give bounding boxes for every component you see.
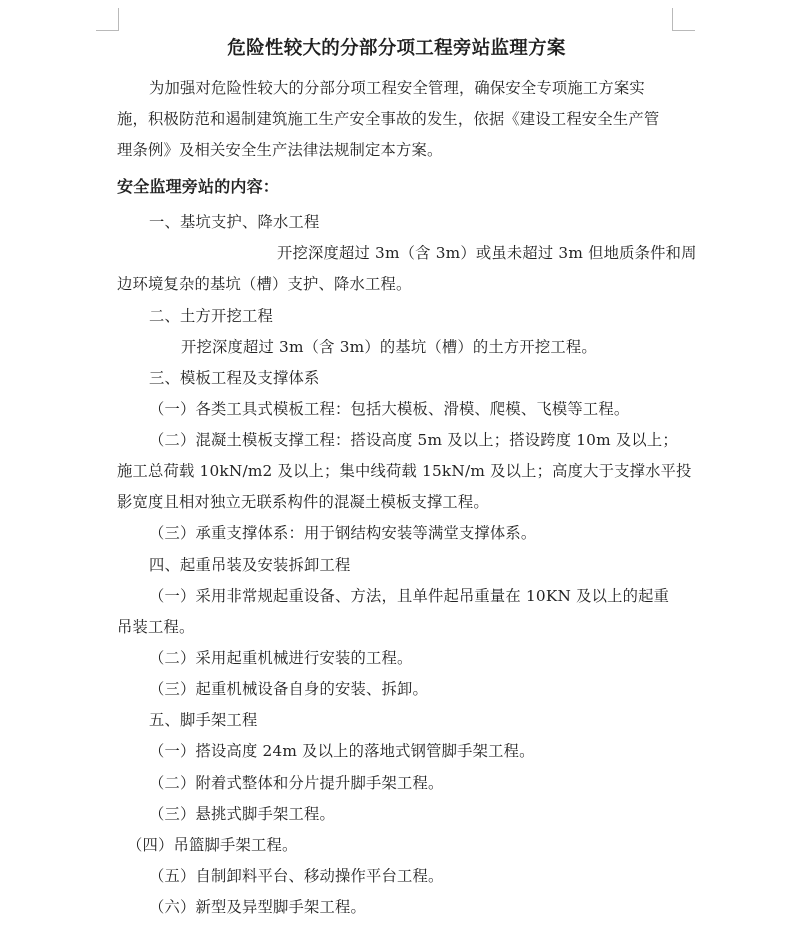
item3-heading: 三、模板工程及支撑体系 [149, 369, 320, 387]
item3-sub2-line-3: 影宽度且相对独立无联系构件的混凝土模板支撑工程。 [117, 493, 489, 511]
intro-line-3: 理条例》及相关安全生产法律法规制定本方案。 [117, 141, 443, 159]
item5-sub1: （一）搭设高度 24m 及以上的落地式钢管脚手架工程。 [149, 742, 535, 760]
item3-sub1: （一）各类工具式模板工程：包括大模板、滑模、爬模、飞模等工程。 [149, 400, 630, 418]
item3-sub2-line-2: 施工总荷载 10kN/m2 及以上；集中线荷载 15kN/m 及以上；高度大于支撑水平投 [117, 462, 692, 480]
item4-heading: 四、起重吊装及安装拆卸工程 [149, 556, 351, 574]
item4-sub1-line-1: （一）采用非常规起重设备、方法，且单件起吊重量在 10KN 及以上的起重 [149, 587, 670, 605]
item2-heading: 二、土方开挖工程 [149, 307, 273, 325]
document-title: 危险性较大的分部分项工程旁站监理方案 [227, 38, 566, 59]
item3-sub2-line-1: （二）混凝土模板支撑工程：搭设高度 5m 及以上；搭设跨度 10m 及以上； [149, 431, 678, 449]
item4-sub1-line-2: 吊装工程。 [117, 618, 195, 636]
intro-line-1: 为加强对危险性较大的分部分项工程安全管理，确保安全专项施工方案实 [149, 79, 645, 97]
item3-sub3: （三）承重支撑体系：用于钢结构安装等满堂支撑体系。 [149, 524, 537, 542]
item5-sub5: （五）自制卸料平台、移动操作平台工程。 [149, 867, 444, 885]
page-corner-mark-top-left [96, 8, 119, 31]
item1-line-1: 开挖深度超过 3m（含 3m）或虽未超过 3m 但地质条件和周 [277, 244, 697, 262]
item4-sub2: （二）采用起重机械进行安装的工程。 [149, 649, 413, 667]
item5-heading: 五、脚手架工程 [149, 711, 258, 729]
page-corner-mark-top-right [672, 8, 695, 31]
item2-line-1: 开挖深度超过 3m（含 3m）的基坑（槽）的土方开挖工程。 [181, 338, 597, 356]
item5-sub2: （二）附着式整体和分片提升脚手架工程。 [149, 774, 444, 792]
item1-line-2: 边环境复杂的基坑（槽）支护、降水工程。 [117, 275, 412, 293]
item5-sub6: （六）新型及异型脚手架工程。 [149, 898, 366, 916]
item1-heading: 一、基坑支护、降水工程 [149, 213, 320, 231]
item4-sub3: （三）起重机械设备自身的安装、拆卸。 [149, 680, 428, 698]
section-heading: 安全监理旁站的内容： [117, 177, 280, 196]
intro-line-2: 施，积极防范和遏制建筑施工生产安全事故的发生，依据《建设工程安全生产管 [117, 110, 660, 128]
item5-sub3: （三）悬挑式脚手架工程。 [149, 805, 335, 823]
item5-sub4: （四）吊篮脚手架工程。 [127, 836, 298, 854]
